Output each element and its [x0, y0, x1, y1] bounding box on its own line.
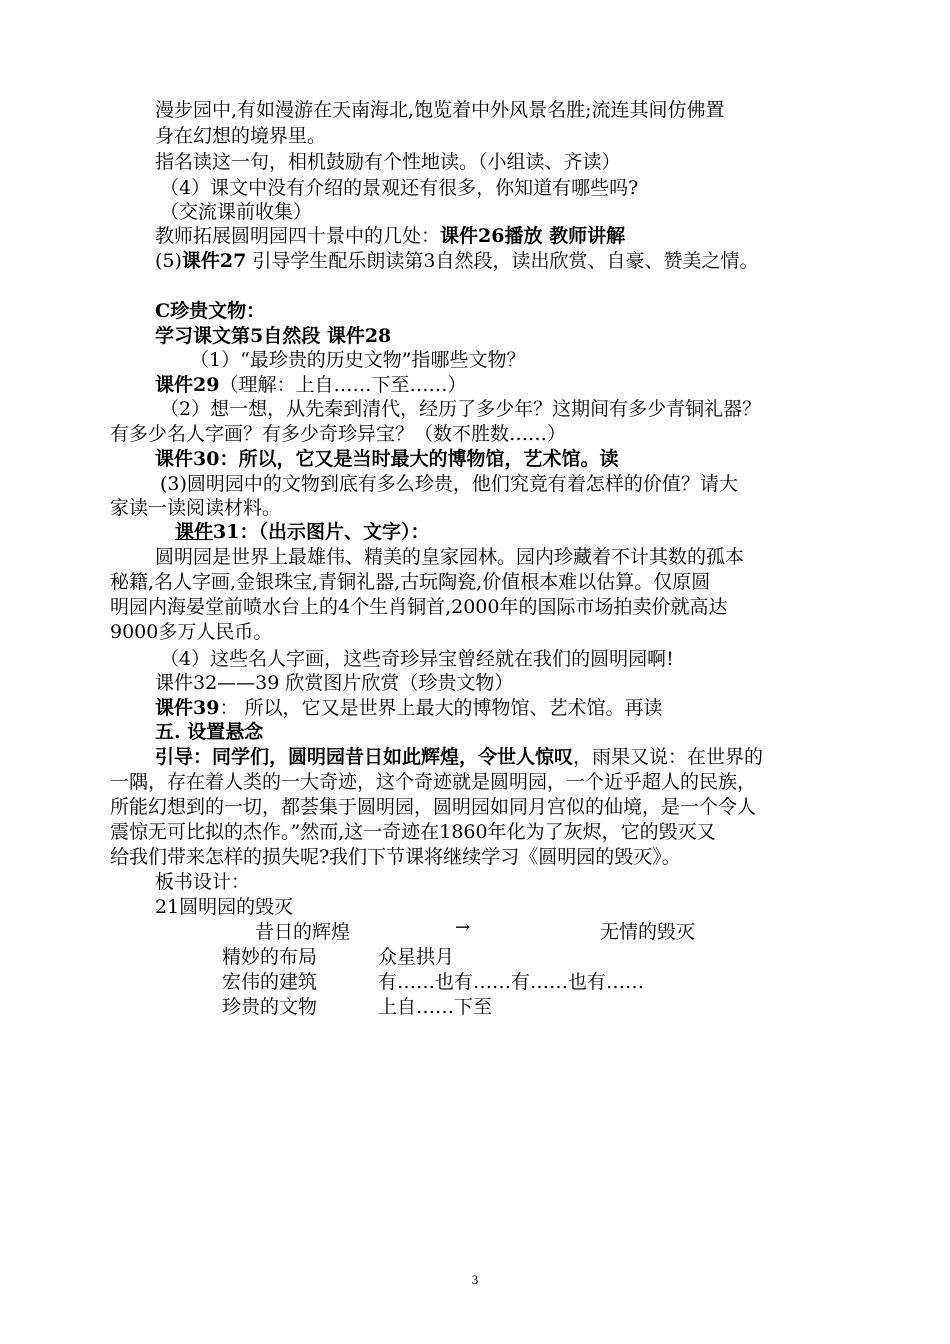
paragraph-line: 秘籍,名人字画,金银珠宝,青铜礼器,古玩陶瓷,价值根本难以估算。仅原圆	[110, 571, 711, 593]
board-item-value: 有……也有……有……也有……	[378, 971, 645, 993]
paragraph-line: 一隅，存在着人类的一大奇迹，这个奇迹就是圆明园，一个近乎超人的民族，	[110, 771, 757, 793]
text-span: ： 所以，它又是世界上最大的博物馆、艺术馆。再读	[219, 697, 663, 719]
bold-text: 课件26播放 教师讲解	[440, 225, 626, 247]
board-item-label: 珍贵的文物	[222, 996, 318, 1018]
paragraph-line: 身在幻想的境界里。	[155, 125, 327, 147]
board-title: 21圆明园的毁灭	[155, 896, 294, 918]
paragraph-line: (3)圆明园中的文物到底有多么珍贵，他们究竟有着怎样的价值？请大	[160, 473, 738, 495]
text-span: 31：（出示图片、文字）：	[213, 521, 430, 543]
paragraph-line: （2）想一想，从先秦到清代，经历了多少年？这期间有多少青铜礼器？	[160, 398, 762, 420]
board-item-value: 众星拱月	[378, 946, 455, 968]
paragraph-line	[155, 695, 895, 721]
paragraph-line: 板书设计：	[155, 871, 251, 893]
paragraph-line: 指名读这一句，相机鼓励有个性地读。（小组读、齐读）	[155, 151, 621, 173]
section-heading: C珍贵文物：	[155, 300, 266, 322]
paragraph-line: （1）“最珍贵的历史文物”指哪些文物？	[190, 349, 526, 371]
arrow-right-icon: →	[455, 917, 471, 938]
board-item-label: 宏伟的建筑	[222, 971, 318, 993]
paragraph-line	[155, 744, 895, 770]
text-span: ，雨果又说：在世界的	[573, 746, 764, 768]
text-span: （理解：上自……下至……）	[219, 374, 467, 396]
text-span: 教师拓展圆明园四十景中的几处：	[155, 225, 441, 247]
paragraph-line: 9000多万人民币。	[110, 621, 273, 643]
text-span: (5)	[155, 250, 182, 272]
paragraph-line: （交流课前收集）	[160, 201, 313, 223]
bold-text: 课件27	[181, 250, 247, 272]
paragraph-line	[175, 519, 915, 545]
bold-text: 课件39	[155, 697, 220, 719]
paragraph-line: 所能幻想到的一切，都荟集于圆明园，圆明园如同月宫似的仙境，是一个令人	[110, 796, 757, 818]
paragraph-line: 家读一读阅读材料。	[110, 497, 282, 519]
paragraph-line: （4）这些名人字画，这些奇珍异宝曾经就在我们的圆明园啊!	[160, 648, 674, 670]
paragraph-line: 明园内海晏堂前喷水台上的4个生肖铜首,2000年的国际市场拍卖价就高达	[110, 596, 728, 618]
paragraph-line	[155, 223, 895, 249]
paragraph-line: 课件32——39 欣赏图片欣赏（珍贵文物）	[155, 672, 514, 694]
bold-text: 课件29	[155, 374, 220, 396]
board-right-heading: 无情的毁灭	[600, 921, 696, 943]
paragraph-line: （4）课文中没有介绍的景观还有很多，你知道有哪些吗?	[160, 177, 639, 199]
section-heading: 五. 设置悬念	[155, 721, 264, 743]
paragraph-line: 课件30：所以，它又是当时最大的博物馆，艺术馆。读	[155, 448, 619, 470]
page-number: 3	[471, 1272, 479, 1287]
paragraph-line: 有多少名人字画？有多少奇珍异宝？（数不胜数……）	[110, 423, 567, 445]
text-span: 引导学生配乐朗读第3自然段，读出欣赏、自豪、赞美之情。	[246, 250, 759, 272]
underlined-text: 课件	[175, 521, 214, 543]
board-item-value: 上自……下至	[378, 996, 493, 1018]
section-heading: 学习课文第5自然段 课件28	[155, 325, 392, 347]
paragraph-line: 震惊无可比拟的杰作。”然而,这一奇迹在1860年化为了灰烬，它的毁灭又	[110, 821, 716, 843]
bold-text: 引导：同学们，圆明园昔日如此辉煌，令世人惊叹	[155, 746, 574, 768]
paragraph-line	[155, 372, 895, 398]
paragraph-line: 漫步园中,有如漫游在天南海北,饱览着中外风景名胜;流连其间仿佛置	[155, 99, 725, 121]
paragraph-line: 圆明园是世界上最雄伟、精美的皇家园林。园内珍藏着不计其数的孤本	[155, 546, 745, 568]
board-left-heading: 昔日的辉煌	[255, 921, 351, 943]
paragraph-line: 给我们带来怎样的损失呢?我们下节课将继续学习《圆明园的毁灭》。	[110, 846, 681, 868]
board-item-label: 精妙的布局	[222, 946, 318, 968]
paragraph-line	[155, 248, 895, 274]
